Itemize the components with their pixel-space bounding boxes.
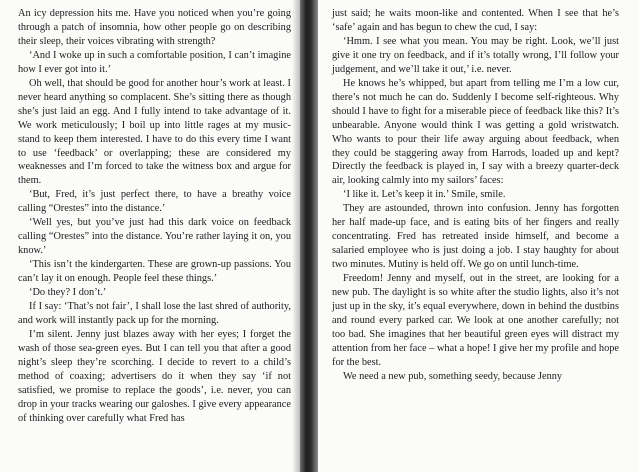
paragraph: I’m silent. Jenny just blazes away with her eyes; I forget the wash of those sea-green eyes. But I can tell you that after a good night’s sleep they’re scorching. I decide to revert to a child’s method of coaxing; advertisers do it when they say ‘if not satisfied, we promise to replace the goods’, i.e. never, you can drop in your tracks wearing our galoshes. I give every appearance of thinking over carefully what Fred has [18, 328, 291, 424]
paragraph: If I say: ‘That’s not fair’, I shall lose the last shred of authority, and work will instantly pack up for the morning. [18, 301, 291, 326]
paragraph: ‘And I woke up in such a comfortable position, I can’t imagine how I ever got into it.’ [18, 49, 291, 75]
right-page-text [332, 7, 619, 384]
paragraph: ‘I like it. Let’s keep it in.’ Smile, smile. [343, 189, 506, 201]
paragraph: ‘But, Fred, it’s just perfect there, to have a breathy voice calling “Orestes” into the distance.’ [18, 189, 291, 215]
left-page-text [18, 7, 291, 426]
book-gutter [300, 0, 318, 472]
paragraph: ‘Do they? I don’t.’ [29, 287, 107, 299]
paragraph: just said; he waits moon-like and contented. When I see that he’s ‘safe’ again and has begun to chew the cud, I say: [332, 8, 619, 33]
paragraph: They are astounded, thrown into confusion. Jenny has forgotten her half made-up face, and is eating bits of her fingers and really concentrating. Fred has retreated inside himself, and become a salaried employee who is just doing a job. I stay haughty for about two minutes. Mutiny is held off. We go on until lunch-time. [332, 203, 619, 271]
paragraph: Oh well, that should be good for another hour’s work at least. I never heard anything so complacent. She’s sitting there as though she’s just laid an egg. And I fully intend to take advantage of it. We work meticulously; I boil up into little rages at my music-stand to keep them interested. I have to do this every time I want to use ‘feedback’ or overlapping; these are considered my weaknesses and I’m forced to take the witness box and argue for them. [18, 77, 291, 187]
right-page [318, 0, 639, 472]
paragraph: ‘Well yes, but you’ve just had this dark voice on feedback calling “Orestes” into the distance. You’re rather laying it on, you know.’ [18, 217, 291, 257]
left-page [0, 0, 300, 472]
paragraph: Freedom! Jenny and myself, out in the street, are looking for a new pub. The daylight is so white after the studio lights, also it’s not just up in the sky, it’s equal everywhere, down in behind the dustbins and round every parked car. We look at one another carefully; not too bad. She imagines that her beautiful green eyes will distract my attention from her face – what a hope! I give her my profile and hope for the best. [332, 273, 619, 368]
paragraph: ‘This isn’t the kindergarten. These are grown-up passions. You can’t lay it on enough. People feel these things.’ [18, 259, 291, 285]
paragraph: We need a new pub, something seedy, because Jenny [343, 370, 563, 382]
paragraph: He knows he’s whipped, but apart from telling me I’m a low cur, there’s not much he can do. Suddenly I become self-righteous. Why should I have to fight for a miserable piece of feedback like this? It’s unbearable. Anyone would think I was getting a gold wristwatch. Who wants to pour their life away arguing about feedback, when they could be staggering away from Harrods, loaded up and kept? Directly the feedback is played in, I say with a breezy quarter-deck air, looking calmly into my sailors’ faces: [332, 77, 619, 187]
paragraph: An icy depression hits me. Have you noticed when you’re going through a patch of insomnia, how other people go on describing their sleep, their voices vibrating with strength? [18, 8, 291, 47]
paragraph: ‘Hmm. I see what you mean. You may be right. Look, we’ll just give it one try on feedback, and if it’s totally wrong, I’ll follow your judgement, and we’ll take it out,’ i.e. never. [332, 35, 619, 75]
